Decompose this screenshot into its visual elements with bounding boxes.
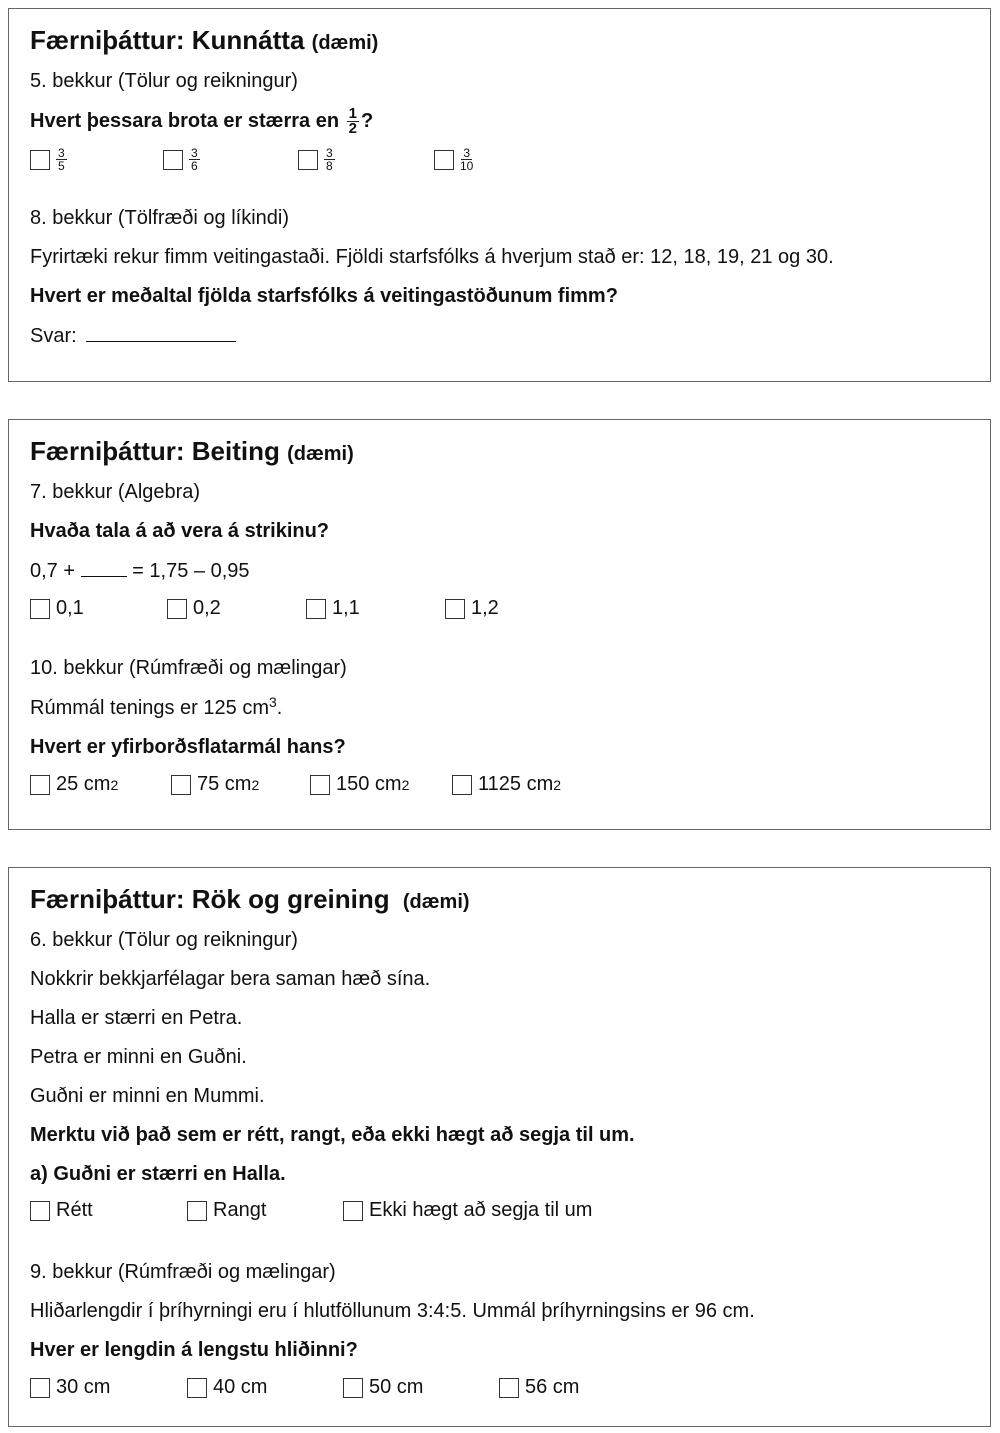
answer-row <box>30 323 236 348</box>
exponent: 3 <box>268 694 277 710</box>
section-subtitle: (dæmi) <box>402 891 470 913</box>
section-title-text: Færniþáttur: Kunnátta <box>30 25 305 55</box>
option-label: 40 cm <box>213 1376 268 1398</box>
checkbox[interactable] <box>30 599 50 619</box>
equation-blank[interactable] <box>81 558 127 577</box>
checkbox[interactable] <box>30 1201 50 1221</box>
option-1-2[interactable] <box>445 597 499 620</box>
option-fraction <box>56 147 67 172</box>
option-label: 0,2 <box>193 597 221 619</box>
question-text: Hver er lengdin á lengstu hliðinni? <box>30 1339 358 1361</box>
checkbox[interactable] <box>343 1201 363 1221</box>
fraction-numerator: 3 <box>58 146 65 160</box>
problem-text: Hliðarlengdir í þríhyrningi eru í hlutföllunum 3:4:5. Ummál þríhyrningsins er 96 cm. <box>30 1300 755 1322</box>
option-fraction <box>460 147 473 172</box>
grade-label: 8. bekkur (Tölfræði og líkindi) <box>30 207 289 229</box>
problem-text: Fyrirtæki rekur fimm veitingastaði. Fjöldi starfsfólks á hverjum stað er: 12, 18, 19, 21 og 30. <box>30 246 834 268</box>
reference-fraction <box>347 107 359 136</box>
checkbox[interactable] <box>310 775 330 795</box>
option-label: 1125 cm <box>478 773 554 795</box>
fraction-numerator: 3 <box>463 146 471 160</box>
option-40-cm[interactable] <box>187 1376 267 1399</box>
fraction-numerator: 3 <box>326 146 333 160</box>
option-30-cm[interactable] <box>30 1376 110 1399</box>
answer-options <box>30 1376 630 1402</box>
fraction-denominator: 2 <box>348 120 357 137</box>
fraction-denominator: 10 <box>460 159 474 173</box>
grade-label: 10. bekkur (Rúmfræði og mælingar) <box>30 657 347 679</box>
checkbox[interactable] <box>30 1378 50 1398</box>
fraction-numerator: 1 <box>348 105 357 122</box>
fraction-denominator: 6 <box>191 159 198 173</box>
option-50-cm[interactable] <box>343 1376 423 1399</box>
option-0-2[interactable] <box>167 597 221 620</box>
grade-label: 7. bekkur (Algebra) <box>30 481 201 503</box>
option-3-5[interactable] <box>30 147 67 172</box>
section-title <box>30 25 378 58</box>
problem-text-main: Rúmmál tenings er 125 cm <box>30 697 269 719</box>
grade-label: 6. bekkur (Tölur og reikningur) <box>30 929 298 951</box>
option-rett[interactable] <box>30 1199 93 1222</box>
section-subtitle: (dæmi) <box>287 443 354 465</box>
option-75-cm2[interactable]: 75 cm 2 <box>171 773 259 796</box>
option-25-cm2[interactable]: 25 cm 2 <box>30 773 118 796</box>
option-label: Rétt <box>56 1199 93 1221</box>
section-subtitle: (dæmi) <box>311 32 379 54</box>
problem-text-end: . <box>276 697 283 719</box>
checkbox[interactable] <box>499 1378 519 1398</box>
statement-text: a) Guðni er stærri en Halla. <box>30 1163 286 1185</box>
option-3-8[interactable] <box>298 147 335 172</box>
option-label: 150 cm <box>336 773 402 795</box>
option-0-1[interactable] <box>30 597 84 620</box>
section-title <box>30 436 354 469</box>
option-label: 50 cm <box>369 1376 424 1398</box>
fraction-denominator: 8 <box>326 159 333 173</box>
option-56-cm[interactable] <box>499 1376 579 1399</box>
checkbox[interactable] <box>163 150 183 170</box>
checkbox[interactable] <box>30 775 50 795</box>
equation-left: 0,7 + <box>30 560 81 582</box>
option-ekki-haegt[interactable] <box>343 1199 592 1222</box>
option-3-6[interactable] <box>163 147 200 172</box>
grade-label: 9. bekkur (Rúmfræði og mælingar) <box>30 1261 336 1283</box>
option-rangt[interactable] <box>187 1199 266 1222</box>
answer-label: Svar: <box>30 325 77 347</box>
checkbox[interactable] <box>452 775 472 795</box>
checkbox[interactable] <box>167 599 187 619</box>
checkbox[interactable] <box>343 1378 363 1398</box>
section-title <box>30 884 470 917</box>
question-text: Hvaða tala á að vera á strikinu? <box>30 520 330 542</box>
checkbox[interactable] <box>30 150 50 170</box>
problem-line: Guðni er minni en Mummi. <box>30 1085 265 1107</box>
option-label: 1,2 <box>471 597 499 619</box>
equation-right: = 1,75 – 0,95 <box>126 560 250 582</box>
answer-options <box>30 147 530 173</box>
section-kunnatta <box>8 8 991 382</box>
problem-text <box>30 696 282 720</box>
option-label: 1,1 <box>332 597 360 619</box>
question-text <box>30 107 373 136</box>
checkbox[interactable] <box>445 599 465 619</box>
fraction-numerator: 3 <box>191 146 198 160</box>
section-beiting <box>8 419 991 830</box>
equation <box>30 558 250 583</box>
problem-line: Petra er minni en Guðni. <box>30 1046 247 1068</box>
question-suffix: ? <box>360 109 374 132</box>
option-label: 0,1 <box>56 597 84 619</box>
section-title-text: Færniþáttur: Beiting <box>30 436 280 466</box>
section-title-text: Færniþáttur: Rök og greining <box>30 884 390 914</box>
section-rok-og-greining <box>8 867 991 1427</box>
checkbox[interactable] <box>298 150 318 170</box>
question-text: Hvert er meðaltal fjölda starfsfólks á veitingastöðunum fimm? <box>30 285 618 307</box>
option-1-1[interactable] <box>306 597 360 620</box>
fraction-denominator: 5 <box>58 159 65 173</box>
checkbox[interactable] <box>187 1201 207 1221</box>
question-text: Hvert er yfirborðsflatarmál hans? <box>30 736 346 758</box>
option-1125-cm2[interactable]: 1125 cm 2 <box>452 773 561 796</box>
problem-line: Nokkrir bekkjarfélagar bera saman hæð sína. <box>30 968 431 990</box>
answer-options <box>30 773 630 799</box>
instruction-text: Merktu við það sem er rétt, rangt, eða ekki hægt að segja til um. <box>30 1124 635 1146</box>
option-label: Rangt <box>213 1199 267 1221</box>
question-prefix: Hvert þessara brota er stærra en <box>30 109 345 132</box>
option-label: 30 cm <box>56 1376 111 1398</box>
checkbox[interactable] <box>187 1378 207 1398</box>
option-fraction <box>324 147 335 172</box>
checkbox[interactable] <box>306 599 326 619</box>
answer-options <box>30 1199 680 1225</box>
option-150-cm2[interactable]: 150 cm 2 <box>310 773 409 796</box>
option-fraction <box>189 147 200 172</box>
option-label: Ekki hægt að segja til um <box>369 1199 593 1221</box>
answer-options <box>30 597 550 623</box>
answer-blank[interactable] <box>86 323 236 342</box>
option-label: 75 cm <box>197 773 252 795</box>
checkbox[interactable] <box>171 775 191 795</box>
problem-line: Halla er stærri en Petra. <box>30 1007 243 1029</box>
checkbox[interactable] <box>434 150 454 170</box>
option-label: 25 cm <box>56 773 111 795</box>
grade-label: 5. bekkur (Tölur og reikningur) <box>30 70 298 92</box>
option-3-10[interactable] <box>434 147 473 172</box>
option-label: 56 cm <box>525 1376 580 1398</box>
